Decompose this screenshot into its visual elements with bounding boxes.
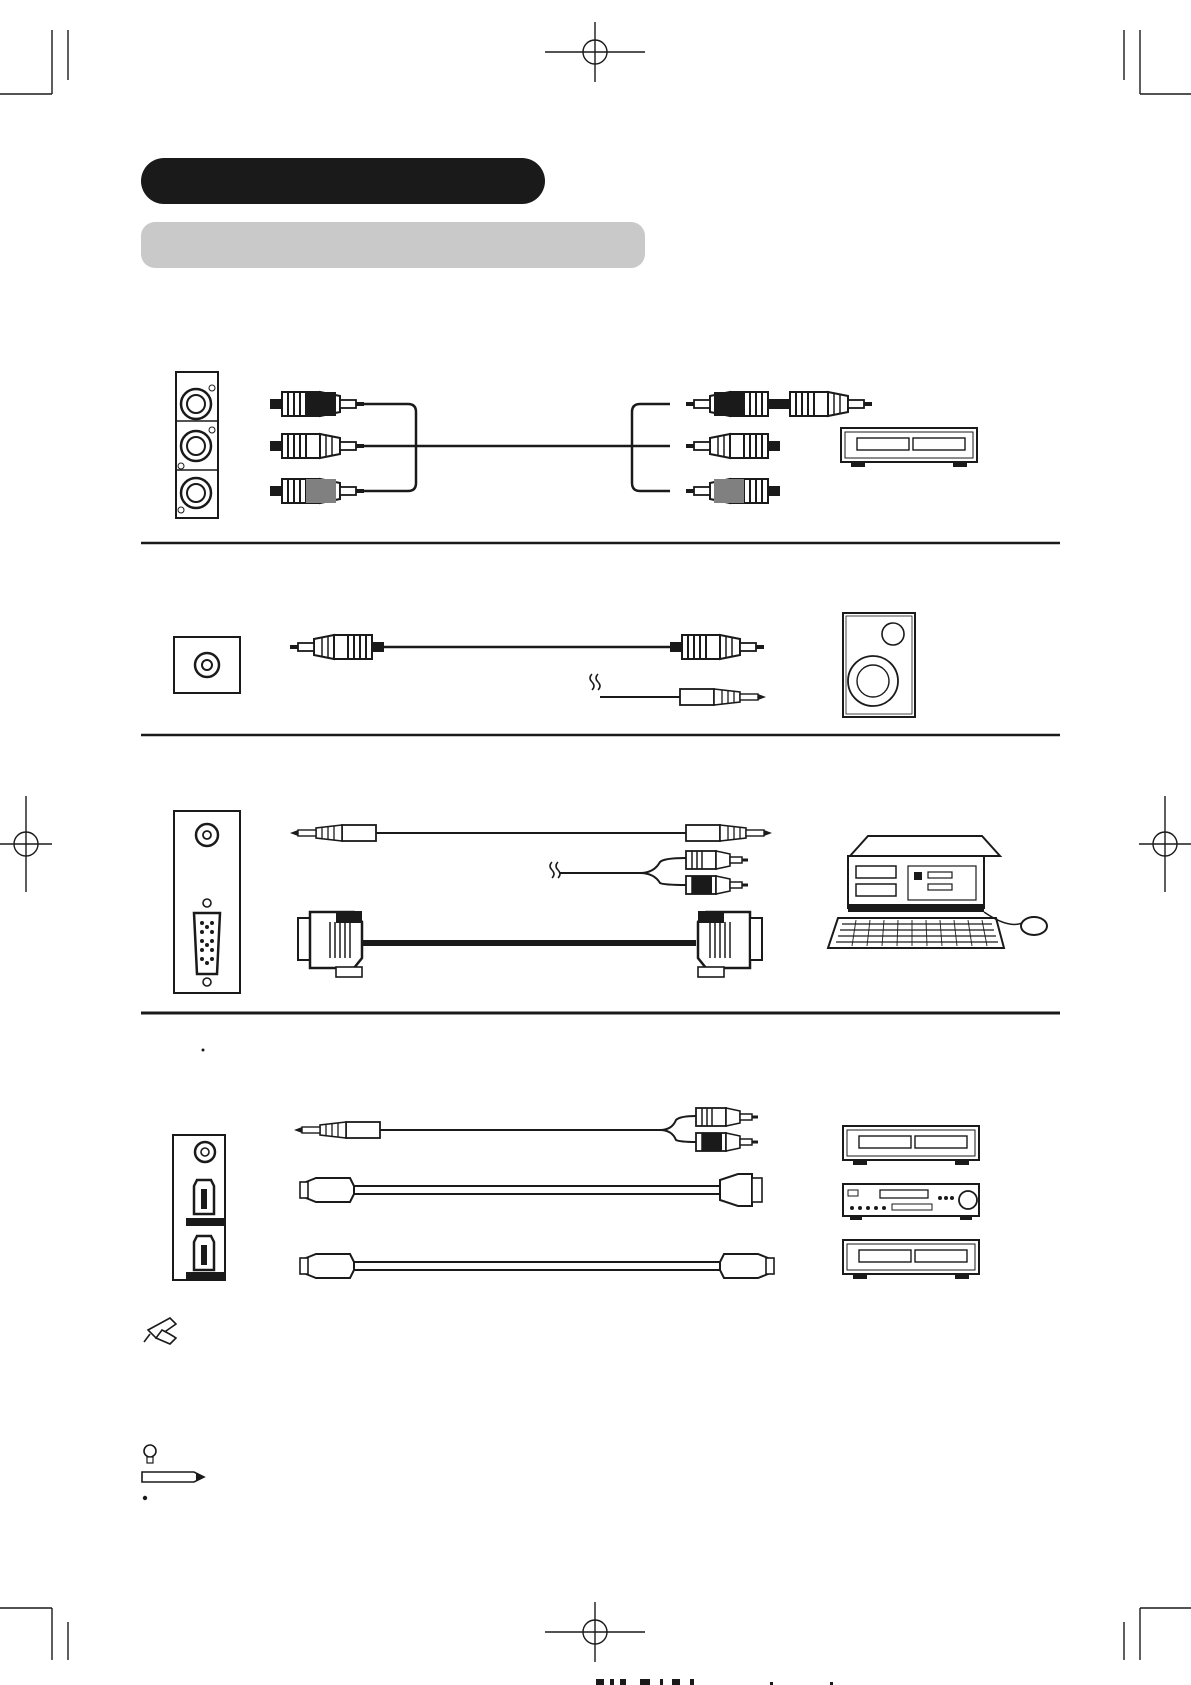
av-input-section (176, 372, 977, 518)
alt-minijack-cable (590, 674, 766, 705)
rca-plug-video (270, 392, 364, 416)
rca-jack-panel-icon (176, 372, 218, 518)
desktop-pc-icon (828, 836, 1047, 948)
pencil-hand-icon (144, 1318, 176, 1344)
lightbulb-pencil-icon (142, 1445, 204, 1482)
rca-plug-video-far (778, 392, 872, 416)
pc-input-section (174, 811, 1047, 993)
print-bar (596, 1679, 833, 1685)
rca-plug-audio-red (270, 479, 364, 503)
rca-plug-white-device-end (686, 434, 780, 458)
bullet-dot (202, 1049, 205, 1052)
hdmi-hdmi-cable (300, 1254, 774, 1278)
rca-plug-speaker-end (670, 635, 764, 659)
hdmi-panel-icon (173, 1135, 226, 1280)
hdmi-audio-cable (294, 1108, 758, 1151)
single-rca-jack-icon (174, 637, 240, 693)
hdmi-dvi-cable (300, 1174, 762, 1206)
av-cable (364, 404, 670, 491)
hdmi-input-section (173, 1108, 979, 1280)
pc-audio-cable (290, 825, 772, 841)
pc-alt-audio-cable (550, 851, 748, 894)
rca-plug-audio-white (270, 434, 364, 458)
vga-cable (298, 911, 762, 977)
vcr-icon (841, 428, 977, 467)
speaker-icon (843, 613, 915, 717)
vga-audio-panel-icon (174, 811, 240, 993)
rca-plug-red-device-end (686, 479, 780, 503)
audio-out-section (174, 613, 915, 717)
rca-plug-video-device-end (686, 392, 780, 416)
tip-bullet (143, 1496, 147, 1500)
dvd-recorder-icon (843, 1184, 979, 1220)
rca-plug-tv-end (290, 635, 384, 659)
av-device-stack-icon (843, 1126, 979, 1279)
